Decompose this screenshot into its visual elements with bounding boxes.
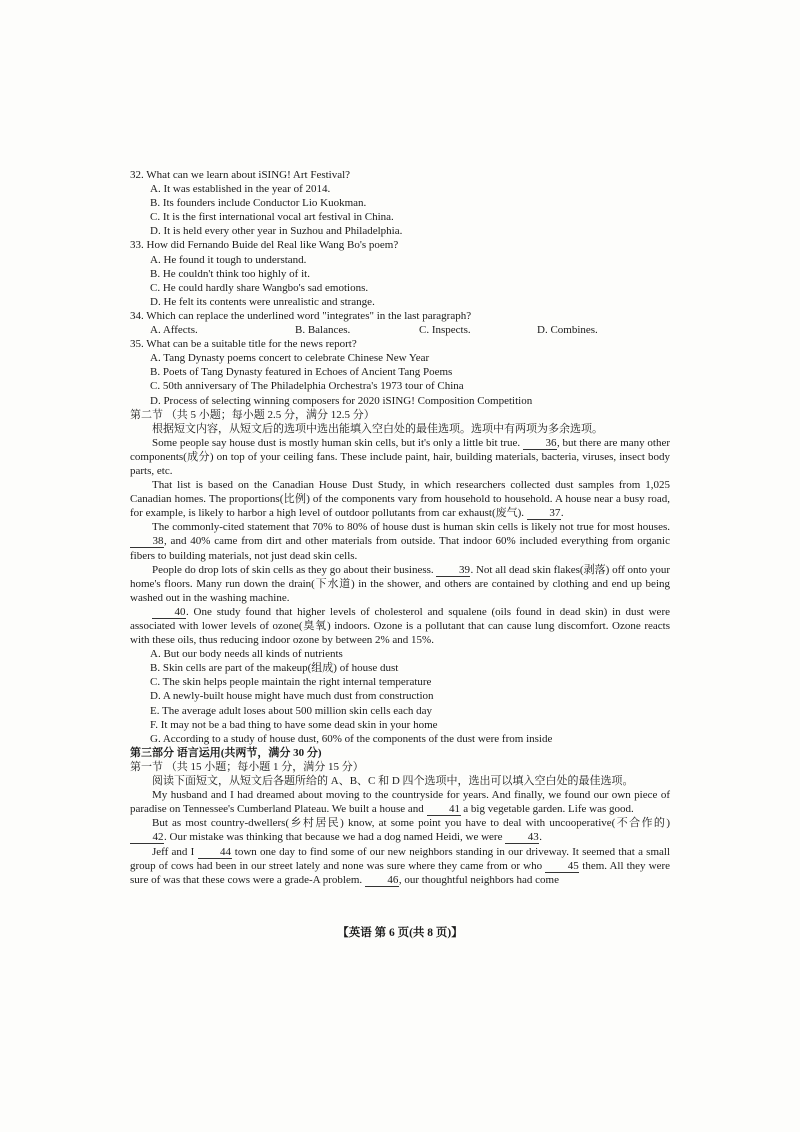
- question-34-options: [130, 323, 670, 337]
- part-3-sub-heading: 第一节 （共 15 小题；每小题 1 分，满分 15 分）: [130, 760, 364, 773]
- blank-36: 36: [523, 437, 557, 450]
- section-2-option-f: F. It may not be a bad thing to have some dead skin in your home: [150, 718, 438, 731]
- passage-text: . Our mistake was thinking that because we had a dog named Heidi, we were: [164, 831, 503, 844]
- question-32-stem: 32. What can we learn about iSING! Art Festival?: [130, 169, 351, 181]
- passage-paragraph-2: [130, 478, 670, 520]
- question-33-option-c: C. He could hardly share Wangbo's sad emotions.: [150, 281, 369, 294]
- passage-text: town one day to find some of our new neighbors standing in our driveway. It seemed that a small group of cows had been in our street lately and none was sure where they came from or who: [130, 845, 671, 872]
- passage-text: them. All they were sure of was that these cows were a grade-A problem.: [130, 859, 670, 886]
- question-35-option-d: D. Process of selecting winning composers for 2020 iSING! Composition Competition: [150, 394, 533, 407]
- page-content: [130, 168, 670, 887]
- passage-text: . One study found that higher levels of cholesterol and squalene (oils found in dead skin) in dust were associated with lower levels of ozone(臭氧) indoors. Ozone is a pollutant that can cause lung discomfort. Ozone reacts with these oils, thus reducing indoor ozone by between 2% and 15%.: [130, 605, 670, 647]
- question-35-option-a: A. Tang Dynasty poems concert to celebrate Chinese New Year: [150, 352, 430, 365]
- passage-paragraph-1: [130, 436, 670, 478]
- section-2-option-b: B. Skin cells are part of the makeup(组成) of house dust: [150, 662, 399, 675]
- cloze-paragraph-1: [130, 788, 670, 816]
- question-32-option-c: C. It is the first international vocal art festival in China.: [150, 211, 394, 224]
- passage-text: But as most country-dwellers(乡村居民) know, at some point you have to deal with uncooperative(不合作的): [152, 817, 670, 830]
- section-2-option-a: A. But our body needs all kinds of nutrients: [150, 648, 343, 661]
- passage-text: a big vegetable garden. Life was good.: [463, 803, 634, 816]
- question-32-option-b: B. Its founders include Conductor Lio Kuokman.: [150, 197, 367, 210]
- passage-text: People do drop lots of skin cells as they go about their business.: [152, 563, 434, 576]
- blank-38: 38: [130, 535, 164, 548]
- passage-paragraph-5: [130, 605, 670, 647]
- question-33-option-d: D. He felt its contents were unrealistic and strange.: [150, 295, 375, 308]
- question-32-option-a: A. It was established in the year of 2014.: [150, 183, 331, 196]
- passage-text: .: [560, 507, 564, 520]
- question-33-option-b: B. He couldn't think too highly of it.: [150, 267, 310, 280]
- section-2-instruction: 根据短文内容，从短文后的选项中选出能填入空白处的最佳选项。选项中有两项为多余选项。: [152, 422, 603, 435]
- question-35-stem: 35. What can be a suitable title for the news report?: [130, 338, 357, 351]
- passage-text: That list is based on the Canadian House Dust Study, in which researchers collected dust samples from 1,025 Canadian homes. The proportions(比例) of the components vary from household to household. A house near a busy road, for example, is likely to harbor a high level of outdoor pollutants from car exhaust(废气).: [130, 479, 670, 520]
- section-2-option-d: D. A newly-built house might have much dust from construction: [150, 690, 434, 703]
- question-32-option-d: D. It is held every other year in Suzhou and Philadelphia.: [150, 225, 403, 238]
- passage-text: My husband and I had dreamed about moving to the countryside for years. And finally, we found our own piece of paradise on Tennessee's Cumberland Plateau. We built a house and: [130, 789, 670, 816]
- passage-text: . Not all dead skin flakes(剥落) off onto your home's floors. Many run down the drain(下水道) in the shower, and others are contained by clothing and end up being washed out in the washing machine.: [130, 563, 670, 604]
- passage-text: Jeff and I: [152, 845, 195, 858]
- blank-45: 45: [545, 860, 579, 873]
- blank-42: 42: [130, 831, 164, 844]
- question-33-stem: 33. How did Fernando Buide del Real like Wang Bo's poem?: [130, 239, 399, 252]
- blank-43: 43: [505, 831, 539, 844]
- section-2-option-c: C. The skin helps people maintain the right internal temperature: [150, 676, 432, 689]
- passage-text: Some people say house dust is mostly human skin cells, but it's only a little bit true.: [152, 436, 521, 449]
- question-33-option-a: A. He found it tough to understand.: [150, 253, 307, 266]
- blank-40: 40: [152, 606, 186, 619]
- section-2-heading: 第二节 （共 5 小题；每小题 2.5 分，满分 12.5 分）: [130, 408, 375, 421]
- question-34-option-a: A. Affects.: [150, 324, 198, 337]
- question-35-option-b: B. Poets of Tang Dynasty featured in Echoes of Ancient Tang Poems: [150, 366, 453, 379]
- passage-text: .: [539, 831, 542, 844]
- section-2-option-e: E. The average adult loses about 500 million skin cells each day: [150, 704, 433, 717]
- question-34-option-d: D. Combines.: [537, 324, 598, 337]
- blank-39: 39: [436, 564, 470, 577]
- blank-41: 41: [427, 803, 461, 816]
- question-35-option-c: C. 50th anniversary of The Philadelphia Orchestra's 1973 tour of China: [150, 380, 464, 393]
- blank-44: 44: [198, 846, 232, 859]
- cloze-paragraph-2: [130, 816, 670, 844]
- cloze-paragraph-3: [130, 845, 670, 887]
- blank-37: 37: [527, 507, 561, 520]
- passage-text: , but there are many other components(成分) on top of your ceiling fans. These include paint, hair, building materials, bacteria, viruses, insect body parts, etc.: [130, 436, 670, 477]
- passage-text: The commonly-cited statement that 70% to 80% of house dust is human skin cells is likely not true for most houses.: [152, 521, 670, 534]
- passage-paragraph-3: [130, 520, 670, 562]
- question-34-option-b: B. Balances.: [295, 324, 351, 337]
- part-3-heading: 第三部分 语言运用(共两节，满分 30 分): [130, 746, 322, 759]
- part-3-instruction: 阅读下面短文，从短文后各题所给的 A、B、C 和 D 四个选项中，选出可以填入空白处的最佳选项。: [152, 775, 634, 788]
- passage-paragraph-4: [130, 563, 670, 605]
- section-2-option-g: G. According to a study of house dust, 60% of the components of the dust were from inside: [150, 732, 553, 745]
- passage-text: , and 40% came from dirt and other materials from outside. That indoor 60% included everything from organic fibers to building materials, not just dead skin cells.: [130, 535, 670, 562]
- blank-46: 46: [365, 874, 399, 887]
- passage-text: , our thoughtful neighbors had come: [398, 873, 559, 886]
- page-footer: 【英语 第 6 页(共 8 页)】: [337, 927, 463, 939]
- question-34-option-c: C. Inspects.: [419, 324, 471, 337]
- question-34-stem: 34. Which can replace the underlined word "integrates" in the last paragraph?: [130, 309, 472, 322]
